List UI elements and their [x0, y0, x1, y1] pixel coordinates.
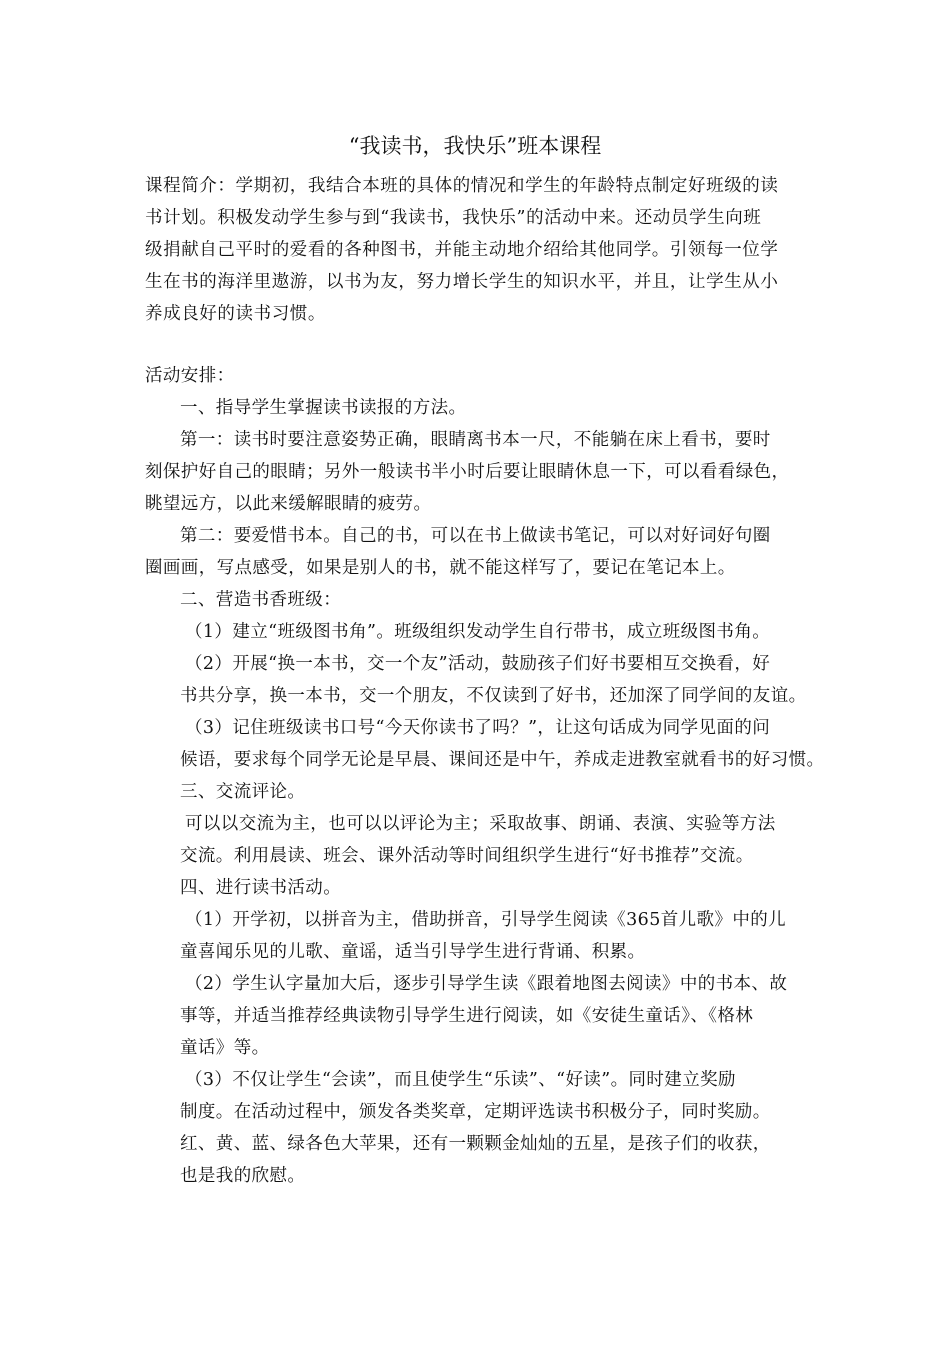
paragraph-line: 事等，并适当推荐经典读物引导学生进行阅读，如《安徒生童话》、《格林: [180, 1006, 754, 1026]
document-title: “我读书，我快乐”班本课程: [348, 134, 602, 158]
paragraph-line: 圈画画，写点感受，如果是别人的书，就不能这样写了，要记在笔记本上。: [145, 558, 736, 578]
paragraph-line: （2）开展“换一本书，交一个友”活动，鼓励孩子们好书要相互交换看，好: [185, 654, 771, 674]
paragraph-line: 眺望远方，以此来缓解眼睛的疲劳。: [145, 494, 432, 514]
intro-line: 级捐献自己平时的爱看的各种图书，并能主动地介绍给其他同学。引领每一位学: [145, 240, 779, 260]
paragraph-line: 第二：要爱惜书本。自己的书，可以在书上做读书笔记，可以对好词好句圈: [180, 526, 771, 546]
course-intro: [145, 170, 815, 330]
intro-line: 书计划。积极发动学生参与到“我读书，我快乐”的活动中来。还动员学生向班: [145, 208, 762, 228]
paragraph-line: 红、黄、蓝、绿各色大苹果，还有一颗颗金灿灿的五星，是孩子们的收获，: [180, 1134, 771, 1154]
paragraph-line: （2）学生认字量加大后，逐步引导学生读《跟着地图去阅读》中的书本、故: [185, 974, 788, 994]
paragraph-line: 可以以交流为主，也可以以评论为主；采取故事、朗诵、表演、实验等方法: [185, 814, 776, 834]
paragraph-line: 童话》等。: [180, 1038, 270, 1058]
paragraph-line: 也是我的欣慰。: [180, 1166, 306, 1186]
paragraph-line: 书共分享，换一本书，交一个朋友，不仅读到了好书，还加深了同学间的友谊。: [180, 686, 807, 706]
activities-heading: 活动安排：: [145, 366, 235, 386]
intro-line: 课程简介：学期初，我结合本班的具体的情况和学生的年龄特点制定好班级的读: [145, 176, 779, 196]
section-heading: 二、营造书香班级：: [180, 590, 342, 610]
paragraph-line: （3）不仅让学生“会读”，而且使学生“乐读”、“好读”。同时建立奖励: [185, 1070, 736, 1090]
paragraph-line: 第一：读书时要注意姿势正确，眼睛离书本一尺，不能躺在床上看书，要时: [180, 430, 771, 450]
paragraph-line: 童喜闻乐见的儿歌、童谣，适当引导学生进行背诵、积累。: [180, 942, 646, 962]
paragraph-line: （1）开学初，以拼音为主，借助拼音，引导学生阅读《365首儿歌》中的儿: [185, 910, 787, 930]
section-heading: 四、进行读书活动。: [180, 878, 342, 898]
section-heading: 一、指导学生掌握读书读报的方法。: [180, 398, 467, 418]
paragraph-line: 候语，要求每个同学无论是早晨、课间还是中午，养成走进教室就看书的好习惯。: [180, 750, 825, 770]
intro-line: 养成良好的读书习惯。: [145, 304, 326, 324]
paragraph-line: 刻保护好自己的眼睛；另外一般读书半小时后要让眼睛休息一下，可以看看绿色，: [145, 462, 790, 482]
intro-line: 生在书的海洋里遨游，以书为友，努力增长学生的知识水平，并且，让学生从小: [145, 272, 779, 292]
paragraph-line: （1）建立“班级图书角”。班级组织发动学生自行带书，成立班级图书角。: [185, 622, 771, 642]
activities-section: [145, 360, 825, 1192]
paragraph-line: 交流。利用晨读、班会、课外活动等时间组织学生进行“好书推荐”交流。: [180, 846, 754, 866]
section-heading: 三、交流评论。: [180, 782, 306, 802]
paragraph-line: 制度。在活动过程中，颁发各类奖章，定期评选读书积极分子，同时奖励。: [180, 1102, 771, 1122]
paragraph-line: （3）记住班级读书口号“今天你读书了吗？”，让这句话成为同学见面的问: [185, 718, 771, 738]
